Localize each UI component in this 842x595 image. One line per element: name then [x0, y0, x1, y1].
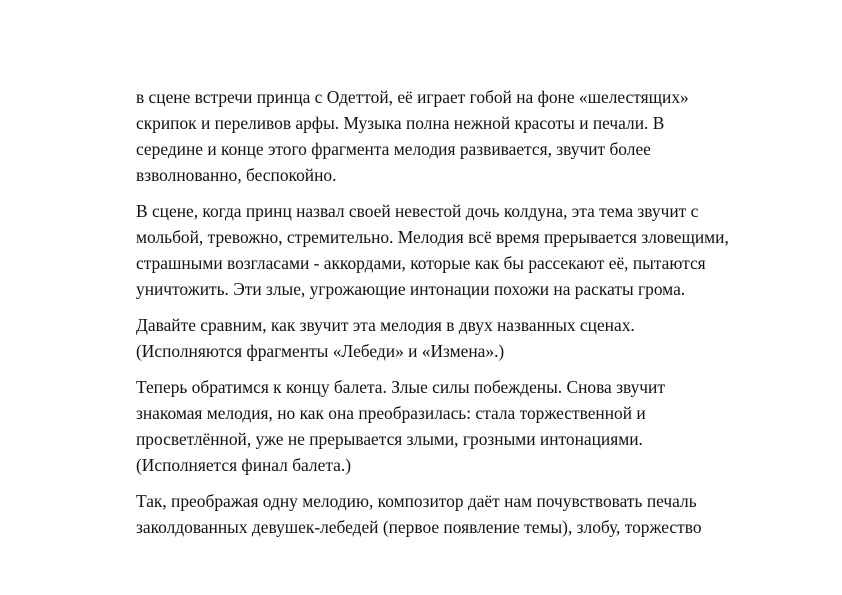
text-body	[136, 84, 736, 550]
text-line: скрипок и переливов арфы. Музыка полна нежной красоты и печали. В	[136, 113, 665, 133]
text-line: в сцене встречи принца с Одеттой, её играет гобой на фоне «шелестящих»	[136, 87, 689, 107]
paragraph-1	[136, 84, 736, 188]
text-line: Давайте сравним, как звучит эта мелодия в двух названных сценах.	[136, 315, 635, 335]
paragraph-4	[136, 374, 736, 478]
text-line: взволнованно, беспокойно.	[136, 165, 337, 185]
paragraph-5	[136, 488, 736, 540]
paragraph-2	[136, 198, 736, 302]
text-line: середине и конце этого фрагмента мелодия развивается, звучит более	[136, 139, 651, 159]
text-line: (Исполняются фрагменты «Лебеди» и «Измена».)	[136, 341, 505, 361]
text-line: уничтожить. Эти злые, угрожающие интонации похожи на раскаты грома.	[136, 279, 686, 299]
text-line: (Исполняется финал балета.)	[136, 455, 351, 475]
text-line: Так, преображая одну мелодию, композитор даёт нам почувствовать печаль	[136, 491, 697, 511]
text-line: просветлённой, уже не прерывается злыми, грозными интонациями.	[136, 429, 643, 449]
text-line: мольбой, тревожно, стремительно. Мелодия всё время прерывается зловещими,	[136, 227, 729, 247]
text-line: В сцене, когда принц назвал своей невестой дочь колдуна, эта тема звучит с	[136, 201, 699, 221]
text-line: Теперь обратимся к концу балета. Злые силы побеждены. Снова звучит	[136, 377, 665, 397]
paragraph-3	[136, 312, 736, 364]
text-line: страшными возгласами - аккордами, которые как бы рассекают её, пытаются	[136, 253, 706, 273]
text-line: заколдованных девушек-лебедей (первое появление темы), злобу, торжество	[136, 517, 702, 537]
text-line: знакомая мелодия, но как она преобразилась: стала торжественной и	[136, 403, 646, 423]
